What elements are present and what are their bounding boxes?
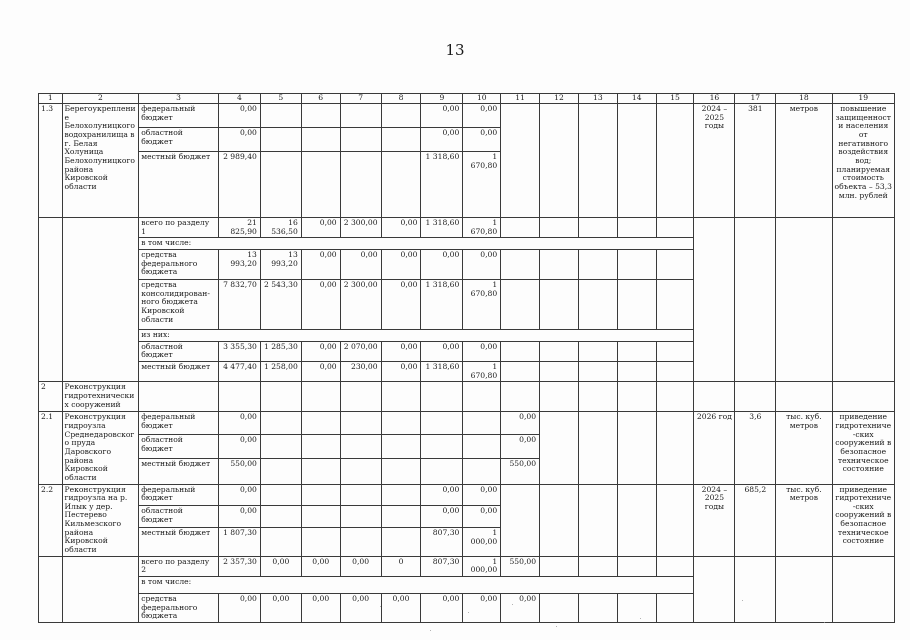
- amount-cell: 1 807,30: [218, 527, 260, 556]
- column-number: 2: [62, 94, 139, 104]
- amount-cell: 0,00: [421, 341, 463, 361]
- result-cell: приведение гидротехниче-ских сооружений в безопасное техническое состояние: [832, 484, 895, 556]
- amount-cell: 1 285,30: [260, 341, 301, 361]
- amount-cell: 2 989,40: [218, 152, 260, 218]
- amount-cell: 3 355,30: [218, 341, 260, 361]
- amount-cell: 21 825,90: [218, 218, 260, 238]
- amount-cell: 807,30: [421, 556, 463, 576]
- amount-cell: 2 300,00: [340, 218, 381, 238]
- amount-cell: 0,00: [463, 484, 501, 506]
- column-number: 16: [694, 94, 735, 104]
- column-number: 12: [540, 94, 579, 104]
- scan-speck: [512, 604, 513, 605]
- source-label: федеральный бюджет: [139, 484, 219, 506]
- source-label: местный бюджет: [139, 361, 219, 381]
- amount-cell: 0,00: [381, 361, 421, 381]
- result-cell: повышение защищенности населения от негативного воздействия вод; планируемая стоимость объекта – 53,3 млн. рублей: [832, 104, 895, 218]
- column-number: 14: [617, 94, 656, 104]
- column-number: 9: [421, 94, 463, 104]
- item-number: 1.3: [39, 104, 63, 218]
- amount-cell: 807,30: [421, 527, 463, 556]
- section-number: 2: [39, 382, 63, 412]
- amount-cell: 0,00: [218, 412, 260, 435]
- amount-cell: 550,00: [218, 458, 260, 484]
- budget-table: [38, 93, 895, 623]
- amount-cell: 0,00: [421, 484, 463, 506]
- result-cell: приведение гидротехниче-ских сооружений в безопасное техническое состояние: [832, 412, 895, 484]
- column-number: 10: [463, 94, 501, 104]
- source-label: областной бюджет: [139, 506, 219, 528]
- source-label: средства консолидирован-ного бюджета Кировской области: [139, 279, 219, 329]
- amount-cell: 13 993,20: [218, 249, 260, 279]
- column-number: 19: [832, 94, 895, 104]
- amount-cell: 4 477,40: [218, 361, 260, 381]
- amount-cell: 0,00: [463, 104, 501, 128]
- amount-cell: 13 993,20: [260, 249, 301, 279]
- amount-cell: 2 543,30: [260, 279, 301, 329]
- column-number: 5: [260, 94, 301, 104]
- amount-cell: 2 300,00: [340, 279, 381, 329]
- amount-cell: 0,00: [463, 594, 501, 623]
- amount-cell: 1 670,80: [463, 152, 501, 218]
- column-number: 3: [139, 94, 219, 104]
- amount-cell: 1 670,80: [463, 218, 501, 238]
- source-label: федеральный бюджет: [139, 412, 219, 435]
- column-number: 1: [39, 94, 63, 104]
- total-label: всего по разделу 2: [139, 556, 219, 576]
- column-number: 6: [301, 94, 340, 104]
- source-label: местный бюджет: [139, 527, 219, 556]
- section-1-total-row: [39, 218, 895, 238]
- amount-cell: 2 357,30: [218, 556, 260, 576]
- amount-cell: 0,00: [421, 506, 463, 528]
- amount-cell: 1 000,00: [463, 556, 501, 576]
- quantity-cell: 381: [735, 104, 776, 218]
- column-number: 4: [218, 94, 260, 104]
- section-name: Реконструкция гидротехнических сооружений: [62, 382, 139, 412]
- item-number: 2.1: [39, 412, 63, 484]
- amount-cell: 0,00: [301, 218, 340, 238]
- amount-cell: 0,00: [301, 341, 340, 361]
- amount-cell: 16 536,50: [260, 218, 301, 238]
- amount-cell: 0,00: [381, 218, 421, 238]
- amount-cell: 0,00: [218, 594, 260, 623]
- total-label: всего по разделу 1: [139, 218, 219, 238]
- scan-speck: [556, 626, 557, 627]
- source-label: областной бюджет: [139, 434, 219, 458]
- of-them-label: из них:: [139, 329, 694, 341]
- amount-cell: 2 070,00: [340, 341, 381, 361]
- object-name: Реконструкция гидроузла Среднедаровского пруда Даровского района Кировской области: [62, 412, 139, 484]
- amount-cell: 550,00: [501, 458, 540, 484]
- amount-cell: 1 670,80: [463, 279, 501, 329]
- amount-cell: 0,00: [421, 249, 463, 279]
- source-label: местный бюджет: [139, 458, 219, 484]
- amount-cell: 0,00: [301, 556, 340, 576]
- object-name: Реконструкция гидроузла на р. Илык у дер. Пестерево Кильмезского района Кировской области: [62, 484, 139, 556]
- amount-cell: 0,00: [463, 506, 501, 528]
- scan-speck: [824, 622, 825, 623]
- unit-cell: метров: [776, 104, 832, 218]
- amount-cell: 0,00: [301, 594, 340, 623]
- amount-cell: 1 000,00: [463, 527, 501, 556]
- source-label: областной бюджет: [139, 128, 219, 152]
- amount-cell: 0: [381, 556, 421, 576]
- column-number: 13: [578, 94, 617, 104]
- unit-cell: тыс. куб. метров: [776, 484, 832, 556]
- amount-cell: 0,00: [381, 279, 421, 329]
- amount-cell: 0,00: [218, 484, 260, 506]
- quantity-cell: 3,6: [735, 412, 776, 484]
- period-cell: 2024 – 2025 годы: [694, 484, 735, 556]
- amount-cell: 0,00: [381, 594, 421, 623]
- amount-cell: 0,00: [463, 128, 501, 152]
- scan-speck: [742, 600, 743, 601]
- amount-cell: 0,00: [501, 434, 540, 458]
- amount-cell: 1 318,60: [421, 152, 463, 218]
- source-label: федеральный бюджет: [139, 104, 219, 128]
- amount-cell: 0,00: [340, 556, 381, 576]
- amount-cell: 0,00: [381, 249, 421, 279]
- row-1-3-federal: [39, 104, 895, 128]
- amount-cell: 0,00: [421, 594, 463, 623]
- column-number: 7: [340, 94, 381, 104]
- column-number: 18: [776, 94, 832, 104]
- column-number: 15: [656, 94, 694, 104]
- amount-cell: 0,00: [260, 556, 301, 576]
- amount-cell: 0,00: [463, 249, 501, 279]
- amount-cell: 550,00: [501, 556, 540, 576]
- amount-cell: 0,00: [301, 279, 340, 329]
- amount-cell: 1 258,00: [260, 361, 301, 381]
- item-number: 2.2: [39, 484, 63, 556]
- including-label: в том числе:: [139, 577, 694, 594]
- amount-cell: 0,00: [381, 341, 421, 361]
- amount-cell: 0,00: [501, 594, 540, 623]
- scan-speck: [380, 606, 381, 607]
- source-label: областной бюджет: [139, 341, 219, 361]
- amount-cell: 1 318,60: [421, 361, 463, 381]
- amount-cell: 0,00: [340, 594, 381, 623]
- including-label: в том числе:: [139, 238, 694, 250]
- column-number: 17: [735, 94, 776, 104]
- amount-cell: 0,00: [463, 341, 501, 361]
- scan-speck: [468, 612, 469, 613]
- amount-cell: 1 318,60: [421, 279, 463, 329]
- amount-cell: 0,00: [260, 594, 301, 623]
- period-cell: 2026 год: [694, 412, 735, 484]
- amount-cell: 0,00: [218, 506, 260, 528]
- column-number-row: [39, 94, 895, 104]
- object-name: Берегоукрепление Белохолуницкого водохранилища в г. Белая Холуница Белохолуницкого района Кировской области: [62, 104, 139, 218]
- source-label: средства федерального бюджета: [139, 594, 219, 623]
- scan-speck: [430, 630, 431, 631]
- source-label: местный бюджет: [139, 152, 219, 218]
- amount-cell: 0,00: [501, 412, 540, 435]
- section-2-total-row: [39, 556, 895, 576]
- section-2-header-row: [39, 382, 895, 412]
- amount-cell: 0,00: [301, 249, 340, 279]
- column-number: 8: [381, 94, 421, 104]
- amount-cell: 0,00: [421, 104, 463, 128]
- amount-cell: 0,00: [301, 361, 340, 381]
- period-cell: 2024 – 2025 годы: [694, 104, 735, 218]
- amount-cell: 0,00: [421, 128, 463, 152]
- page-number: 13: [445, 41, 465, 59]
- scan-speck: [640, 618, 641, 619]
- column-number: 11: [501, 94, 540, 104]
- amount-cell: 230,00: [340, 361, 381, 381]
- amount-cell: 0,00: [218, 104, 260, 128]
- amount-cell: 1 670,80: [463, 361, 501, 381]
- amount-cell: 7 832,70: [218, 279, 260, 329]
- amount-cell: 0,00: [218, 434, 260, 458]
- source-label: средства федерального бюджета: [139, 249, 219, 279]
- row-2-2-federal: [39, 484, 895, 506]
- amount-cell: 0,00: [340, 249, 381, 279]
- unit-cell: тыс. куб. метров: [776, 412, 832, 484]
- amount-cell: 1 318,60: [421, 218, 463, 238]
- row-2-1-federal: [39, 412, 895, 435]
- amount-cell: 0,00: [218, 128, 260, 152]
- quantity-cell: 685,2: [735, 484, 776, 556]
